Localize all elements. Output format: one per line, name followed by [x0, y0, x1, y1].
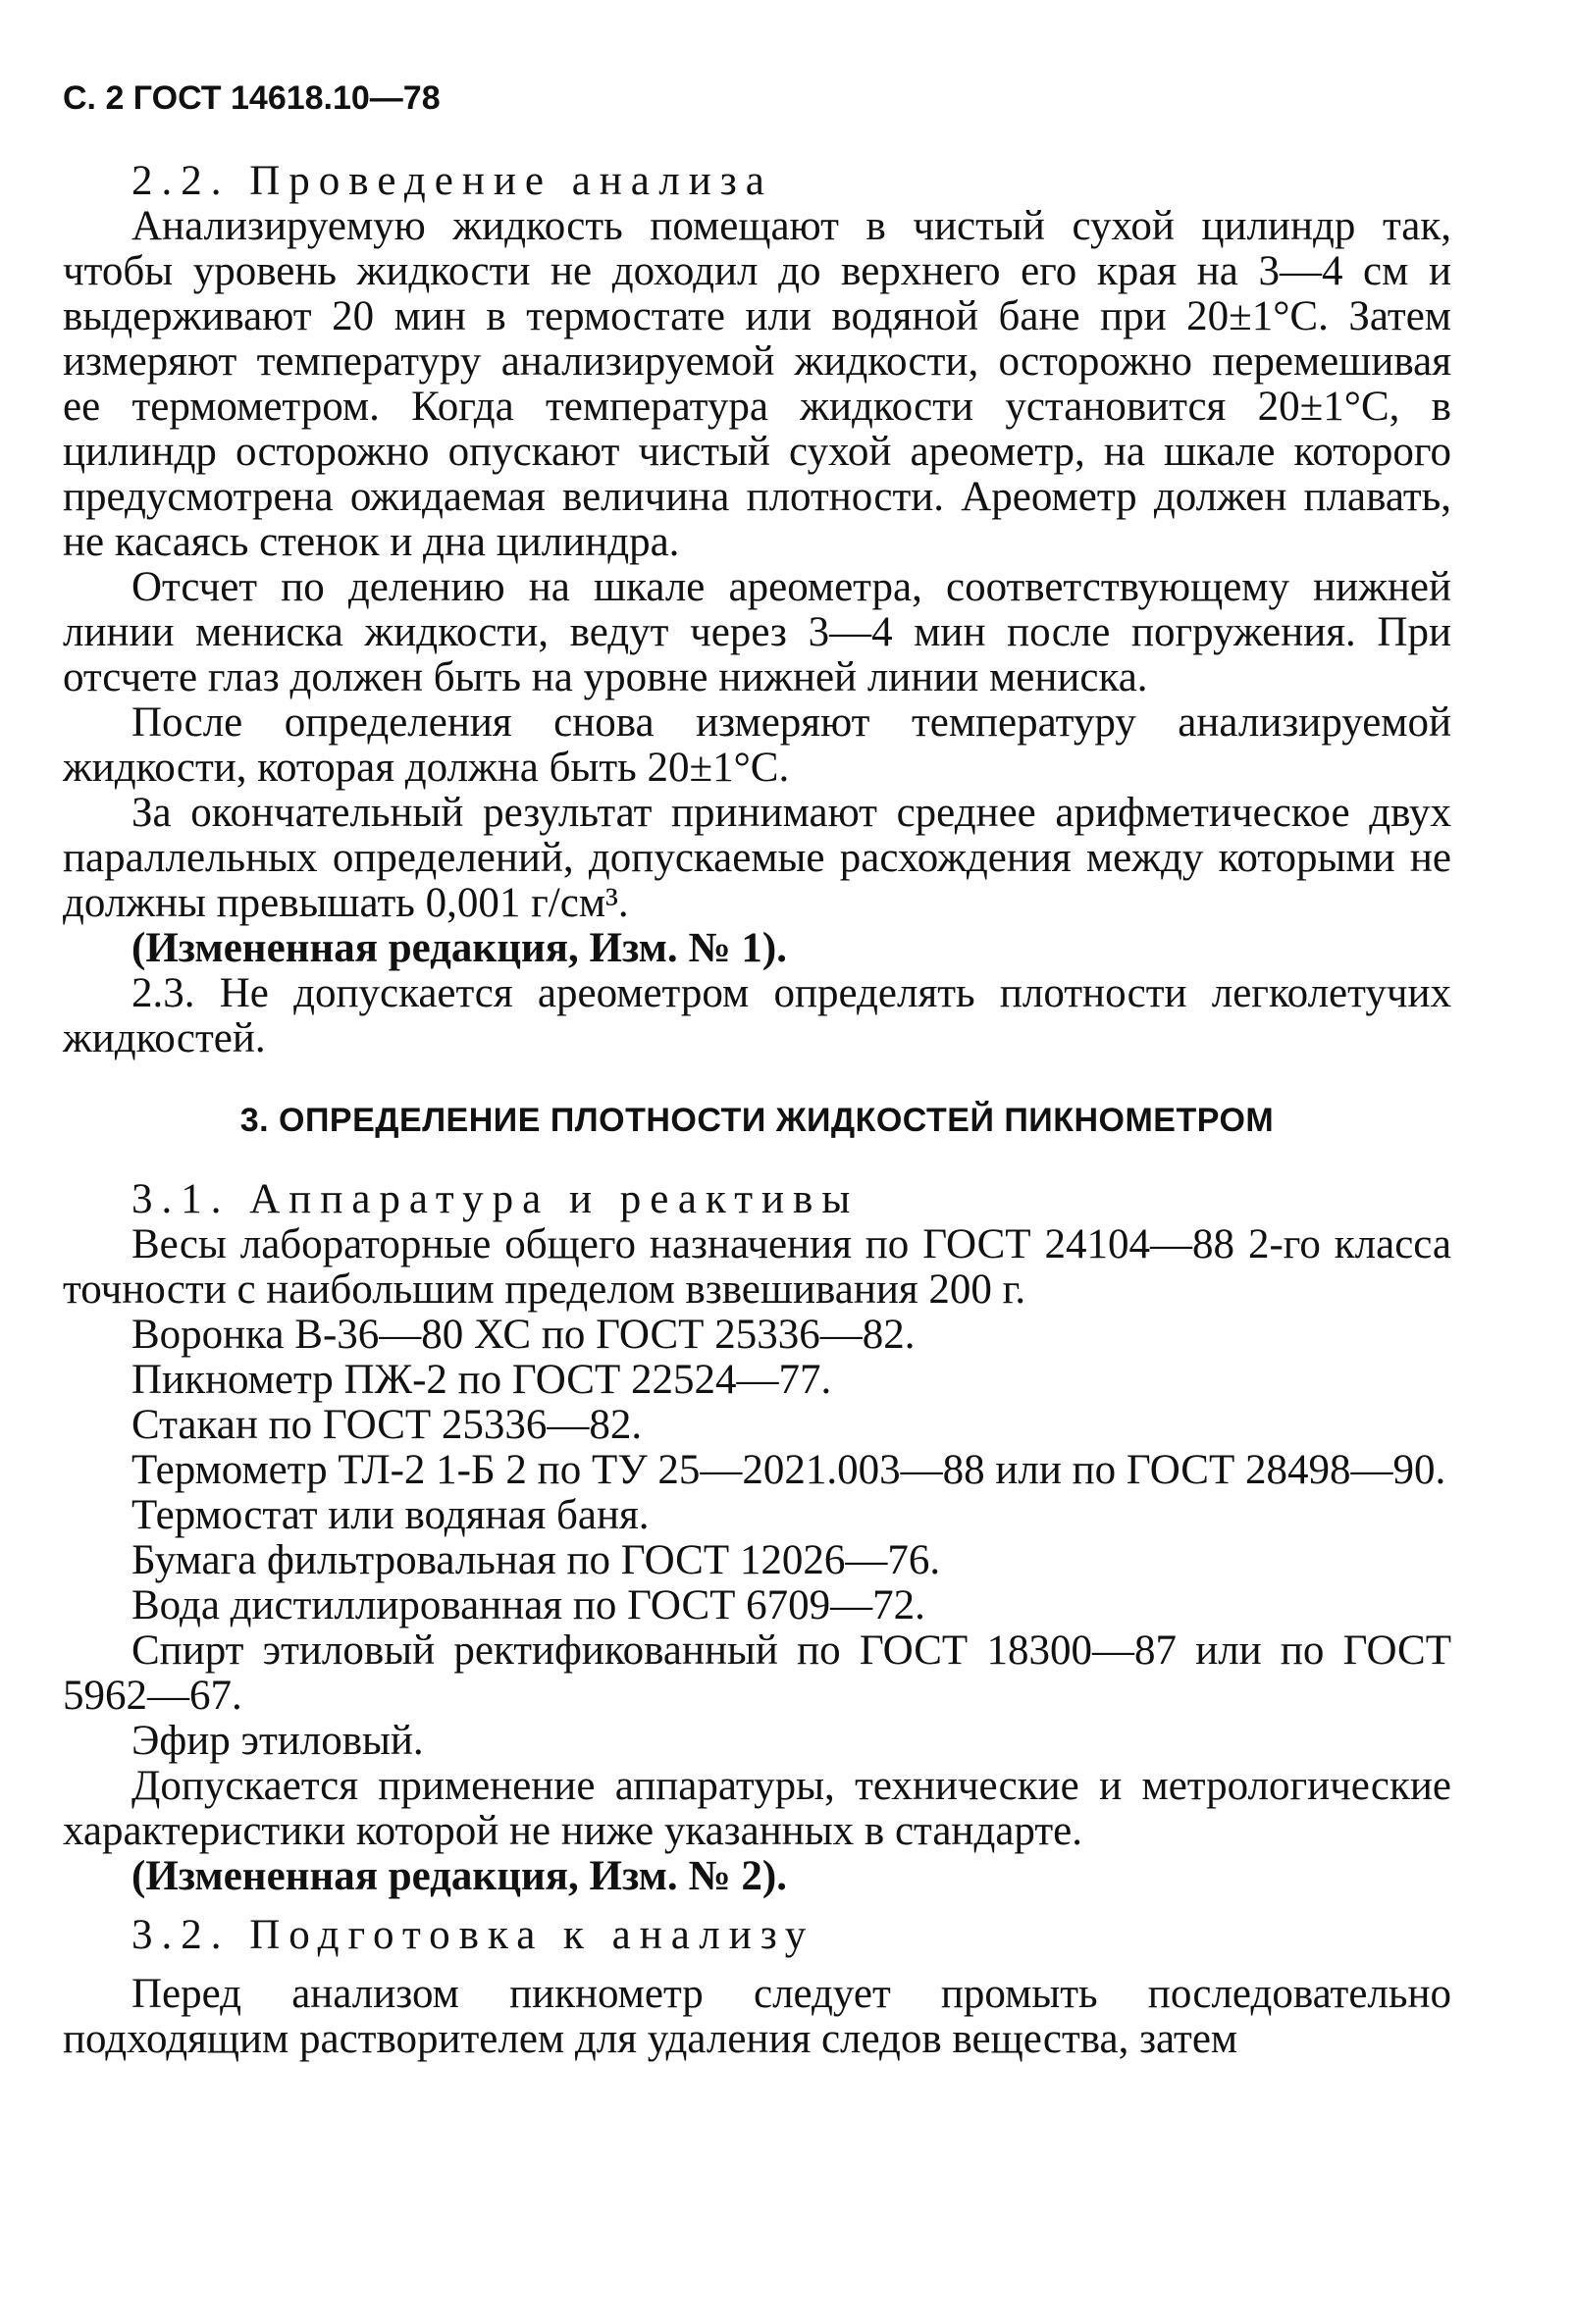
equipment-item: Эфир этиловый.: [131, 1718, 424, 1764]
equipment-item: Термометр ТЛ-2 1-Б 2 по ТУ 25—2021.003—88 или по ГОСТ 28498—90.: [131, 1447, 1446, 1493]
amendment-note-2: (Измененная редакция, Изм. № 2).: [131, 1853, 787, 1899]
section-2-2-heading: 2.2. Проведение анализа: [131, 158, 773, 204]
page-header: С. 2 ГОСТ 14618.10—78: [63, 79, 441, 117]
equipment-item: Весы лабораторные общего назначения по ГОСТ 24104—88 2-го класса точности с наибольшим пределом взвешивания 200 г.: [63, 1221, 1451, 1313]
section-3-1-heading: 3.1. Аппаратура и реактивы: [131, 1176, 860, 1222]
section-2-2-paragraph-4: За окончательный результат принимают среднее арифметическое двух параллельных определений, допускаемые расхождения между которыми не должны превышать 0,001 г/см³.: [63, 790, 1451, 926]
section-3-title: 3. ОПРЕДЕЛЕНИЕ ПЛОТНОСТИ ЖИДКОСТЕЙ ПИКНОМЕТРОМ: [239, 1102, 1275, 1139]
document-page: [63, 78, 1451, 2062]
section-2-3-text: 2.3. Не допускается ареометром определять плотности легколетучих жидкостей.: [63, 970, 1451, 1061]
section-3-2-paragraph: Перед анализом пикнометр следует промыть последовательно подходящим растворителем для удаления следов вещества, затем: [63, 1971, 1451, 2062]
equipment-item: Бумага фильтровальная по ГОСТ 12026—76.: [131, 1537, 941, 1583]
equipment-item: Спирт этиловый ректификованный по ГОСТ 18300—87 или по ГОСТ 5962—67.: [63, 1627, 1451, 1719]
section-2-2-paragraph-2: Отсчет по делению на шкале ареометра, соответствующему нижней линии мениска жидкости, ведут через 3—4 мин после погружения. При отсчете глаз должен быть на уровне нижней линии мениска.: [63, 564, 1451, 700]
section-2-2-paragraph-3: После определения снова измеряют температуру анализируемой жидкости, которая должна быть 20±1°С.: [63, 699, 1451, 791]
equipment-item: Пикнометр ПЖ-2 по ГОСТ 22524—77.: [131, 1357, 832, 1403]
amendment-note-1: (Измененная редакция, Изм. № 1).: [131, 925, 787, 971]
equipment-item: Воронка В-36—80 ХС по ГОСТ 25336—82.: [131, 1312, 916, 1358]
equipment-item: Вода дистиллированная по ГОСТ 6709—72.: [131, 1582, 925, 1628]
equipment-item: Стакан по ГОСТ 25336—82.: [131, 1402, 643, 1448]
section-3-2-heading: 3.2. Подготовка к анализу: [131, 1912, 815, 1958]
equipment-item: Допускается применение аппаратуры, технические и метрологические характеристики которой не ниже указанных в стандарте.: [63, 1763, 1451, 1854]
section-2-2-paragraph-1: Анализируемую жидкость помещают в чистый сухой цилиндр так, чтобы уровень жидкости не доходил до верхнего его края на 3—4 см и выдерживают 20 мин в термостате или водяной бане при 20±1°С. Затем измеряют температуру анализируемой жидкости, осторожно перемешивая ее термометром. Когда температура жидкости установится 20±1°С, в цилиндр осторожно опускают чистый сухой ареометр, на шкале которого предусмотрена ожидаемая величина плотности. Ареометр должен плавать, не касаясь стенок и дна цилиндра.: [63, 203, 1451, 565]
equipment-item: Термостат или водяная баня.: [131, 1492, 650, 1538]
